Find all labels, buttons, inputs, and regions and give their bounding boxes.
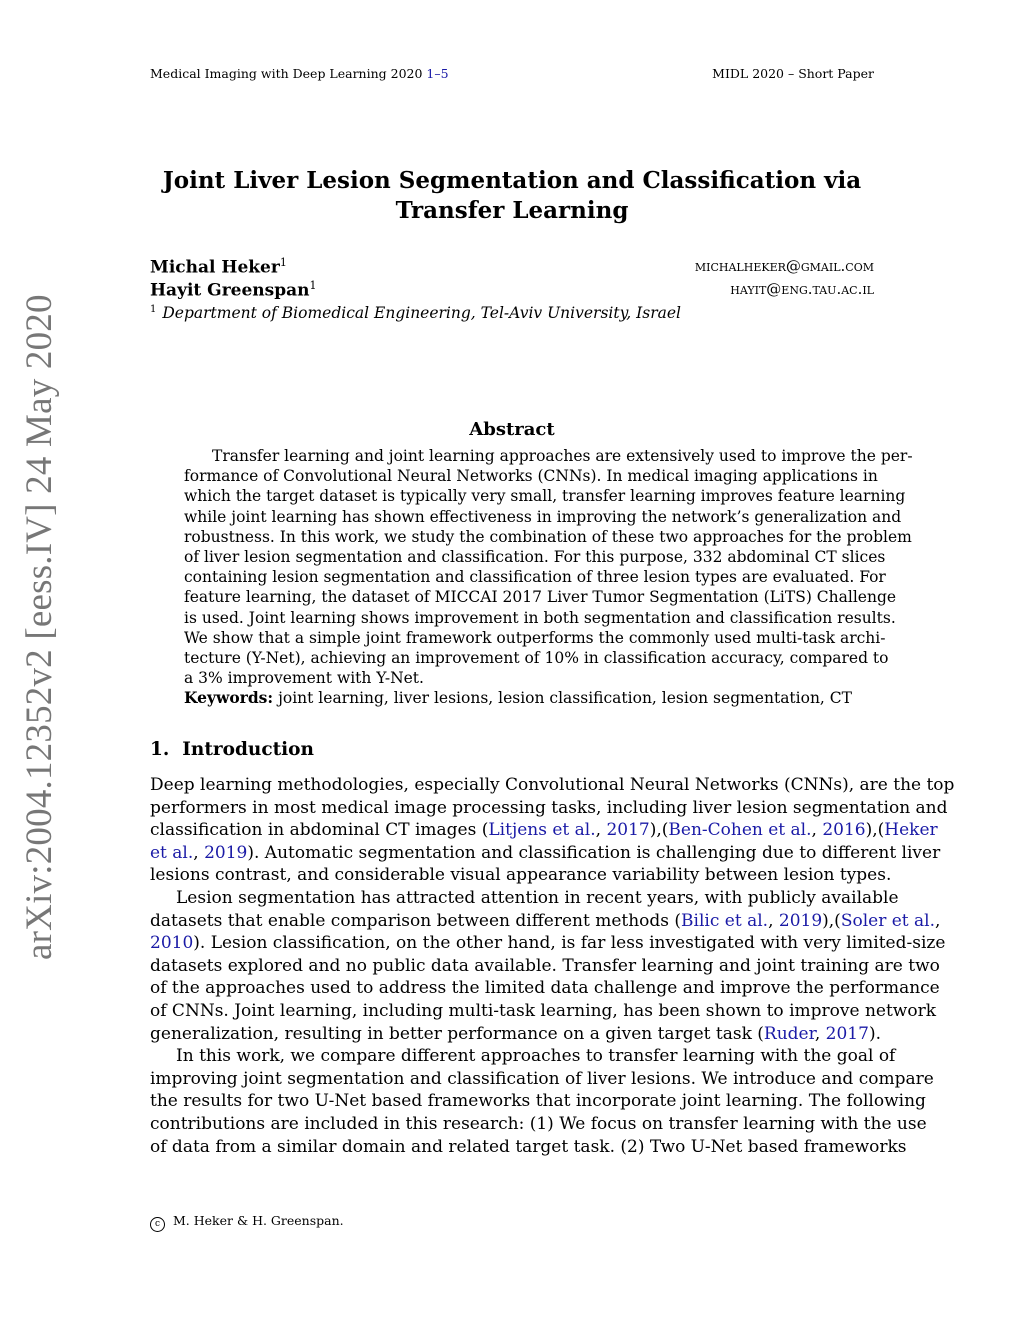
abstract-line: We show that a simple joint framework outperforms the commonly used multi-task archi- (184, 628, 886, 647)
body-line: datasets that enable comparison between different methods (Bilic et al., 2019),(Soler et al., (150, 910, 941, 931)
paper-title (150, 166, 874, 226)
abstract-line: containing lesion segmentation and classification of three lesion types are evaluated. For (184, 568, 886, 587)
citation-link[interactable]: Heker (884, 820, 938, 841)
citation-year-link[interactable]: 2019 (778, 910, 823, 931)
body-text (150, 774, 955, 1158)
section-heading: 1. Introduction (150, 739, 314, 760)
body-line: generalization, resulting in better performance on a given target task (Ruder, 2017). (150, 1023, 881, 1044)
citation-link[interactable]: Ben-Cohen et al. (668, 820, 812, 841)
keywords: Keywords: joint learning, liver lesions, lesion classification, lesion segmentation, CT (184, 688, 852, 708)
copyright-icon: c (150, 1217, 165, 1232)
body-line: performers in most medical image processing tasks, including liver lesion segmentation and (150, 797, 948, 818)
title-line-2: Transfer Learning (395, 197, 629, 224)
body-line: In this work, we compare different approaches to transfer learning with the goal of (176, 1046, 896, 1067)
abstract-line: Transfer learning and joint learning approaches are extensively used to improve the per- (212, 447, 913, 465)
citation-link[interactable]: Bilic et al. (681, 910, 769, 931)
author-name: Michal Heker$^1$ (150, 256, 287, 278)
body-line: lesions contrast, and considerable visual appearance variability between lesion types. (150, 865, 892, 886)
title-line-1: Joint Liver Lesion Segmentation and Classification via (162, 167, 862, 194)
citation-year-link[interactable]: 2010 (150, 933, 194, 954)
body-line: improving joint segmentation and classification of liver lesions. We introduce and compare (150, 1068, 934, 1089)
author-row (150, 256, 874, 279)
abstract-line: is used. Joint learning shows improvement in both segmentation and classification results. (184, 608, 896, 627)
body-line: of CNNs. Joint learning, including multi-task learning, has been shown to improve network (150, 1000, 936, 1021)
body-line: of data from a similar domain and related target task. (2) Two U-Net based frameworks (150, 1136, 907, 1157)
abstract-line: of liver lesion segmentation and classification. For this purpose, 332 abdominal CT slices (184, 548, 886, 567)
abstract-heading: Abstract (469, 419, 555, 440)
citation-year-link[interactable]: 2016 (822, 820, 866, 841)
affiliation: $^1$ Department of Biomedical Engineering, Tel-Aviv University, Israel (150, 304, 682, 323)
citation-link[interactable]: Litjens et al. (488, 820, 596, 841)
abstract-line: which the target dataset is typically very small, transfer learning improves feature learning (184, 487, 906, 506)
page-range-link[interactable]: 1–5 (426, 66, 449, 81)
body-line: datasets explored and no public data available. Transfer learning and joint training are two (150, 955, 940, 976)
body-line: contributions are included in this research: (1) We focus on transfer learning with the use (150, 1113, 927, 1134)
citation-link[interactable]: et al. (150, 842, 194, 863)
author-email[interactable]: hayit@eng.tau.ac.il (730, 280, 874, 298)
abstract-line: robustness. In this work, we study the combination of these two approaches for the problem (184, 527, 912, 546)
citation-link[interactable]: Soler et al. (840, 910, 935, 931)
abstract-line: tecture (Y-Net), achieving an improvement of 10% in classification accuracy, compared to (184, 649, 889, 668)
copyright-footer: c M. Heker & H. Greenspan. (150, 1213, 344, 1232)
author-name: Hayit Greenspan$^1$ (150, 279, 317, 301)
abstract-line: a 3% improvement with Y-Net. (184, 669, 424, 688)
body-line: 2010). Lesion classification, on the other hand, is far less investigated with very limited-size (150, 933, 946, 954)
keywords-label: Keywords: (184, 688, 274, 708)
body-line: Deep learning methodologies, especially Convolutional Neural Networks (CNNs), are the top (150, 775, 955, 795)
running-head-right: MIDL 2020 – Short Paper (712, 66, 874, 81)
abstract-body (184, 446, 913, 709)
abstract-line: while joint learning has shown effectiveness in improving the network’s generalization and (184, 507, 902, 526)
author-row (150, 279, 874, 302)
body-line: the results for two U-Net based frameworks that incorporate joint learning. The following (150, 1091, 926, 1112)
body-line: classification in abdominal CT images (Litjens et al., 2017),(Ben-Cohen et al., 2016),(Heker (150, 820, 938, 841)
citation-year-link[interactable]: 2017 (825, 1023, 869, 1044)
citation-year-link[interactable]: 2017 (606, 820, 650, 841)
abstract-line: formance of Convolutional Neural Networks (CNNs). In medical imaging applications in (184, 467, 878, 486)
citation-year-link[interactable]: 2019 (204, 842, 248, 863)
abstract-line: feature learning, the dataset of MICCAI 2017 Liver Tumor Segmentation (LiTS) Challenge (184, 588, 897, 607)
body-line: of the approaches used to address the limited data challenge and improve the performance (150, 978, 940, 999)
author-block (150, 256, 874, 322)
body-line: Lesion segmentation has attracted attention in recent years, with publicly available (176, 887, 899, 908)
arxiv-stamp: arXiv:2004.12352v2 [eess.IV] 24 May 2020 (19, 294, 60, 960)
author-email[interactable]: michalheker@gmail.com (694, 257, 874, 275)
citation-link[interactable]: Ruder (763, 1023, 815, 1044)
running-head-left: Medical Imaging with Deep Learning 2020 1–5 (150, 66, 449, 81)
body-line: et al., 2019). Automatic segmentation and classification is challenging due to different liver (150, 842, 941, 863)
